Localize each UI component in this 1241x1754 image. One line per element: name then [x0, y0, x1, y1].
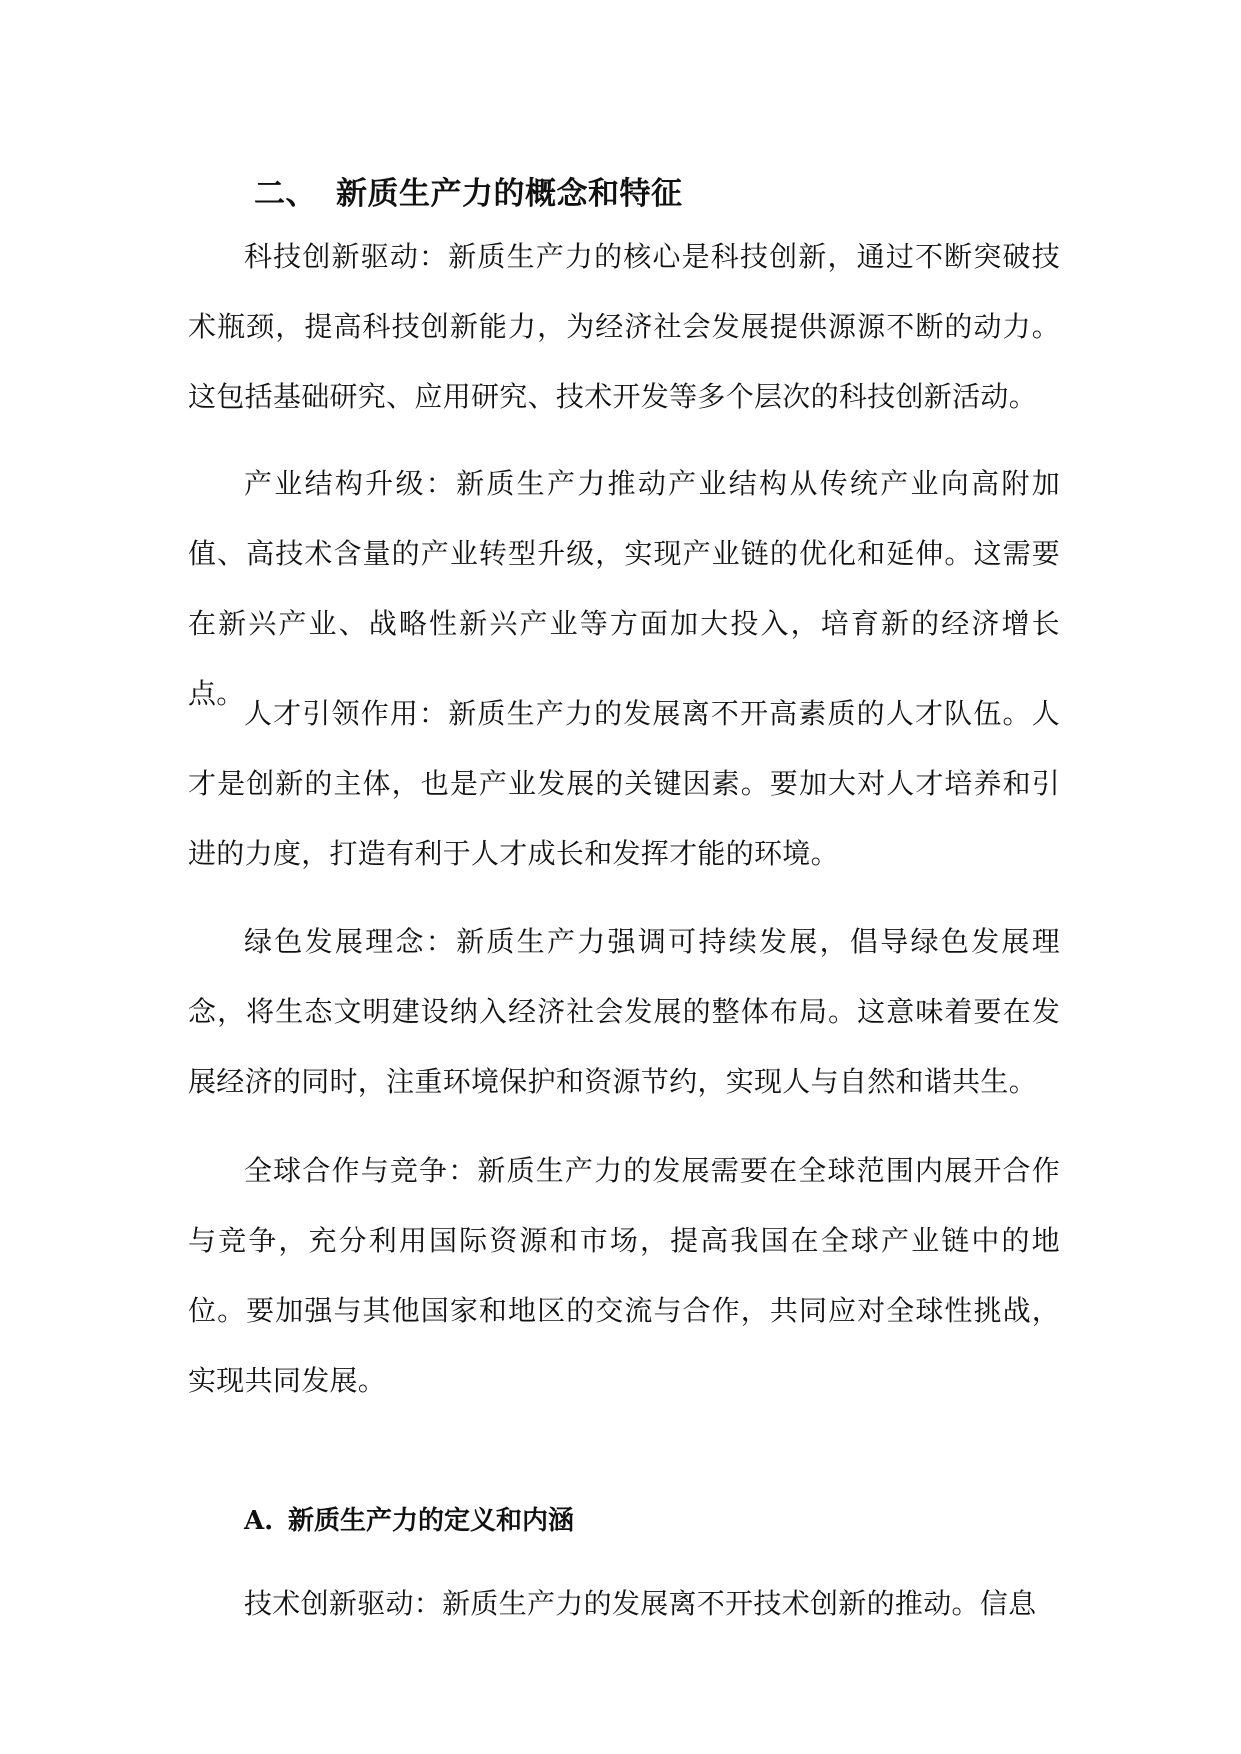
subsection-title: 新质生产力的定义和内涵 — [288, 1505, 575, 1536]
paragraph-global-cooperation: 全球合作与竞争：新质生产力的发展需要在全球范围内展开合作与竞争，充分利用国际资源和市场，提高我国在全球产业链中的地位。要加强与其他国家和地区的交流与合作，共同应对全球性挑战，实现共同发展。 — [188, 1154, 1060, 1397]
subsection-number: A. — [244, 1505, 274, 1536]
section-number: 二、 — [254, 175, 317, 212]
paragraph-talent: 人才引领作用：新质生产力的发展离不开高素质的人才队伍。人才是创新的主体，也是产业发展的关键因素。要加大对人才培养和引进的力度，打造有利于人才成长和发挥才能的环境。 — [188, 697, 1060, 870]
paragraph-industrial-upgrade: 产业结构升级：新质生产力推动产业结构从传统产业向高附加值、高技术含量的产业转型升级，实现产业链的优化和延伸。这需要在新兴产业、战略性新兴产业等方面加大投入，培育新的经济增长点。 — [188, 467, 1060, 710]
paragraph-tech-innovation: 科技创新驱动：新质生产力的核心是科技创新，通过不断突破技术瓶颈，提高科技创新能力，为经济社会发展提供源源不断的动力。这包括基础研究、应用研究、技术开发等多个层次的科技创新活动。 — [188, 240, 1060, 413]
paragraph-tech-innovation-driver: 技术创新驱动：新质生产力的发展离不开技术创新的推动。信息 — [244, 1587, 1037, 1620]
section-heading — [254, 169, 683, 219]
subsection-heading — [244, 1499, 574, 1543]
section-title: 新质生产力的概念和特征 — [336, 175, 683, 212]
paragraph-green-development: 绿色发展理念：新质生产力强调可持续发展，倡导绿色发展理念，将生态文明建设纳入经济社会发展的整体布局。这意味着要在发展经济的同时，注重环境保护和资源节约，实现人与自然和谐共生。 — [188, 925, 1060, 1098]
